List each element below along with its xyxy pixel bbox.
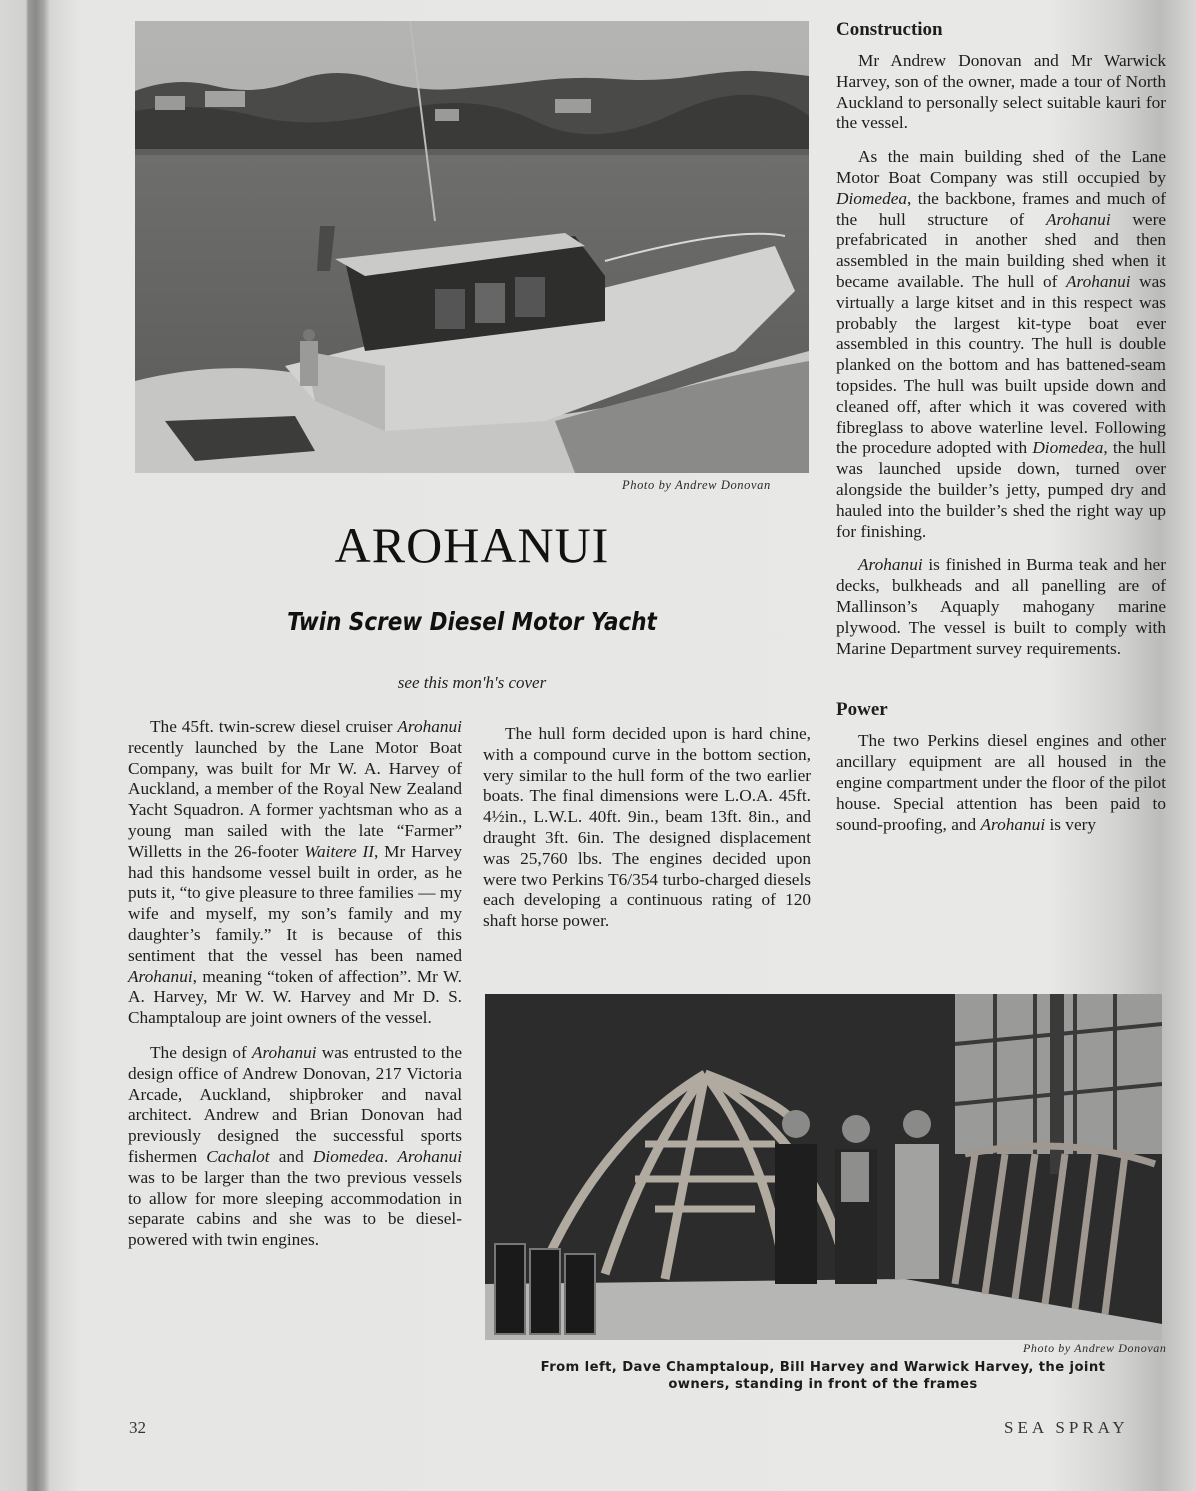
yacht-photo: [135, 21, 809, 473]
construction-paragraph-1: Mr Andrew Donovan and Mr Warwick Harvey, son of the owner, made a tour of North Auckland to personally select suitable kauri for the vessel.: [836, 51, 1166, 133]
column-1: [128, 717, 462, 1251]
article-subtitle: Twin Screw Diesel Motor Yacht: [287, 607, 657, 636]
people-group: [775, 1110, 939, 1284]
vessel-name: Diomedea: [836, 188, 908, 208]
caption-line-2: owners, standing in front of the frames: [668, 1377, 978, 1392]
construction-heading: Construction: [836, 19, 943, 40]
vessel-name: Arohanui: [397, 1146, 463, 1166]
vessel-name: Arohanui: [397, 717, 462, 736]
yacht-photo-illustration: [135, 21, 809, 473]
column-2: [483, 724, 811, 932]
caption-line-1: From left, Dave Champtaloup, Bill Harvey and Warwick Harvey, the joint: [540, 1360, 1106, 1375]
col2-paragraph-1: The hull form decided upon is hard chine, with a compound curve in the bottom section, very similar to the hull form of the two earlier boats. The final dimensions were L.O.A. 45ft. 4½in., L.W.L. 40ft. 9in., beam 13ft. 8in., and draught 3ft. 6in. The designed displacement was 25,760 lbs. The engines decided upon were two Perkins T6/354 turbo-charged diesels each developing a continuous rating of 120 shaft horse power.: [483, 724, 811, 931]
vessel-name: Diomedea: [312, 1146, 384, 1166]
boatshed-photo-illustration: [485, 994, 1162, 1340]
construction-paragraph-3: Arohanui is finished in Burma teak and her decks, bulkheads and all panelling are of Mallinson’s Aquaply mahogany marine plywood. The vessel is built to comply with Marine Department survey requirements.: [836, 555, 1166, 658]
vessel-name: Cachalot: [206, 1146, 270, 1166]
vessel-name: Arohanui: [858, 555, 923, 575]
boatshed-photo: [485, 994, 1162, 1340]
col1-paragraph-2: The design of Arohanui was entrusted to the design office of Andrew Donovan, 217 Victoria Arcade, Auckland, shipbroker and naval architect. Andrew and Brian Donovan had previously designed the successful sports fishermen Cachalot and Diomedea. Arohanui was to be larger than the two previous vessels to allow for more sleeping accommodation in separate cabins and she was to be diesel-powered with twin engines.: [128, 1042, 463, 1250]
power-heading: Power: [836, 699, 888, 721]
bottom-photo-credit: Photo by Andrew Donovan: [1023, 1341, 1167, 1355]
vessel-name: Arohanui: [980, 814, 1046, 834]
vessel-name: Arohanui: [128, 966, 193, 986]
vessel-name: Arohanui: [251, 1042, 317, 1062]
column-3: [836, 19, 1166, 835]
top-photo-credit: Photo by Andrew Donovan: [622, 478, 771, 492]
vessel-name: Waitere II: [304, 841, 375, 861]
power-paragraph-1: The two Perkins diesel engines and other ancillary equipment are all housed in the engine compartment under the floor of the pilot house. Special attention has been paid to sound-proofing, and Arohanui is very: [836, 731, 1166, 834]
magazine-name: SEA SPRAY: [1004, 1418, 1129, 1437]
vessel-name: Arohanui: [1065, 271, 1131, 291]
col1-paragraph-1: The 45ft. twin-screw diesel cruiser Arohanui recently launched by the Lane Motor Boat Company, was built for Mr W. A. Harvey of Auckland, a member of the Royal New Zealand Yacht Squadron. A former yachtsman who as a young man sailed with the late “Farmer” Willetts in the 26-footer Waitere II, Mr Harvey had this handsome vessel built in order, as he puts it, “to give pleasure to three families — my wife and myself, my son’s family and my daughter’s family.” It is because of this sentiment that the vessel has been named Arohanui, meaning “token of affection”. Mr W. A. Harvey, Mr W. W. Harvey and Mr D. S. Champtaloup are joint owners of the vessel.: [128, 717, 462, 1028]
construction-paragraph-2: As the main building shed of the Lane Motor Boat Company was still occupied by Diomedea, the backbone, frames and much of the hull structure of Arohanui were prefabricated in another shed and then assembled in the main building shed when it became available. The hull of Arohanui was virtually a large kitset and in this respect was probably the largest kit-type boat ever assembled in this country. The hull is double planked on the bottom and has battened-seam topsides. The hull was built upside down and cleaned off, after which it was covered with fibreglass to above waterline level. Following the procedure adopted with Diomedea, the hull was launched upside down, turned over alongside the builder’s jetty, pumped dry and hauled into the builder’s shed the right way up for finishing.: [836, 147, 1166, 541]
cover-note: see this mon'h's cover: [397, 673, 547, 692]
vessel-name: Diomedea: [1032, 438, 1104, 458]
photo-caption: [482, 1359, 1164, 1393]
vessel-name: Arohanui: [1045, 209, 1111, 229]
page-number: 32: [129, 1418, 146, 1437]
article-title: AROHANUI: [334, 517, 610, 573]
